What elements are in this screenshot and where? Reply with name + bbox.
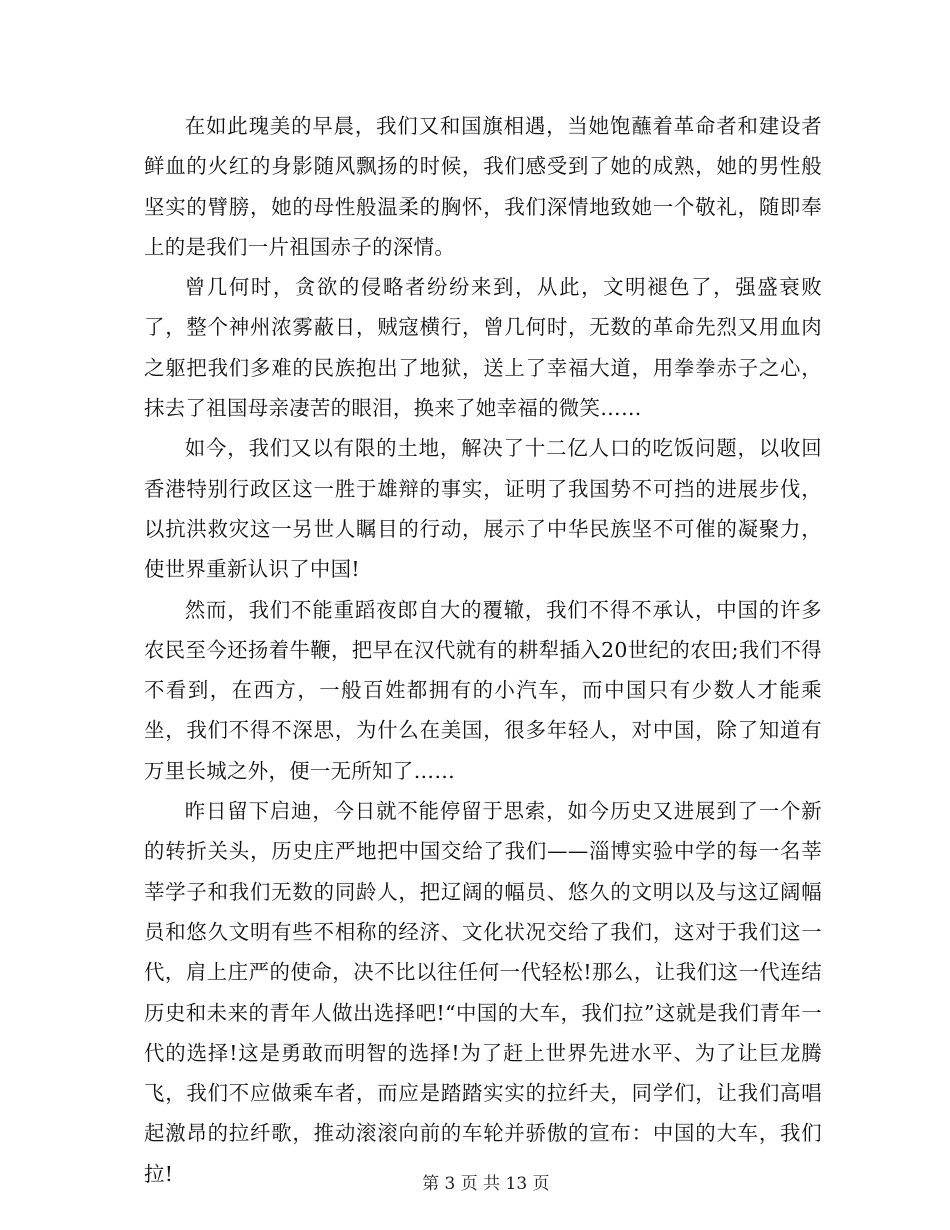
paragraph-2: 曾几何时，贪欲的侵略者纷纷来到，从此，文明褪色了，强盛衰败了，整个神州浓雾蔽日，贼寇横行，曾几何时，无数的革命先烈又用血肉之躯把我们多难的民族抱出了地狱，送上了幸福大道，用拳拳赤子之心，抹去了祖国母亲凄苦的眼泪，换来了她幸福的微笑……: [144, 275, 822, 421]
page-footer: [0, 1148, 950, 1220]
body-text: [144, 106, 822, 1194]
paragraph-1: 在如此瑰美的早晨，我们又和国旗相遇，当她饱蘸着革命者和建设者鲜血的火红的身影随风飘扬的时候，我们感受到了她的成熟，她的男性般坚实的臂膀，她的母性般温柔的胸怀，我们深情地致她一个敬礼，随即奉上的是我们一片祖国赤子的深情。: [144, 114, 822, 259]
paragraph-5: 昨日留下启迪，今日就不能停留于思索，如今历史又进展到了一个新的转折关头，历史庄严地把中国交给了我们——淄博实验中学的每一名莘莘学子和我们无数的同龄人，把辽阔的幅员、悠久的文明以及与这辽阔幅员和悠久文明有些不相称的经济、文化状况交给了我们，这对于我们这一代，肩上庄严的使命，决不比以往任何一代轻松!那么，让我们这一代连结历史和未来的青年人做出选择吧!“中国的大车，我们拉”这就是我们青年一代的选择!这是勇敢而明智的选择!为了赶上世界先进水平、为了让巨龙腾飞，我们不应做乘车者，而应是踏踏实实的拉纤夫，同学们，让我们高唱起激昂的拉纤歌，推动滚滚向前的车轮并骄傲的宣布：中国的大车，我们拉!: [144, 799, 822, 1186]
paragraph-3: 如今，我们又以有限的土地，解决了十二亿人口的吃饭问题，以收回香港特别行政区这一胜于雄辩的事实，证明了我国势不可挡的进展步伐，以抗洪救灾这一另世人瞩目的行动，展示了中华民族坚不可催的凝聚力，使世界重新认识了中国!: [144, 436, 822, 582]
paragraph-4: 然而，我们不能重蹈夜郎自大的覆辙，我们不得不承认，中国的许多农民至今还扬着牛鞭，把早在汉代就有的耕犁插入20世纪的农田;我们不得不看到，在西方，一般百姓都拥有的小汽车，而中国只有少数人才能乘坐，我们不得不深思，为什么在美国，很多年轻人，对中国，除了知道有万里长城之外，便一无所知了……: [144, 597, 822, 783]
page-number-label: 第 3 页 共 13 页: [422, 1174, 550, 1194]
